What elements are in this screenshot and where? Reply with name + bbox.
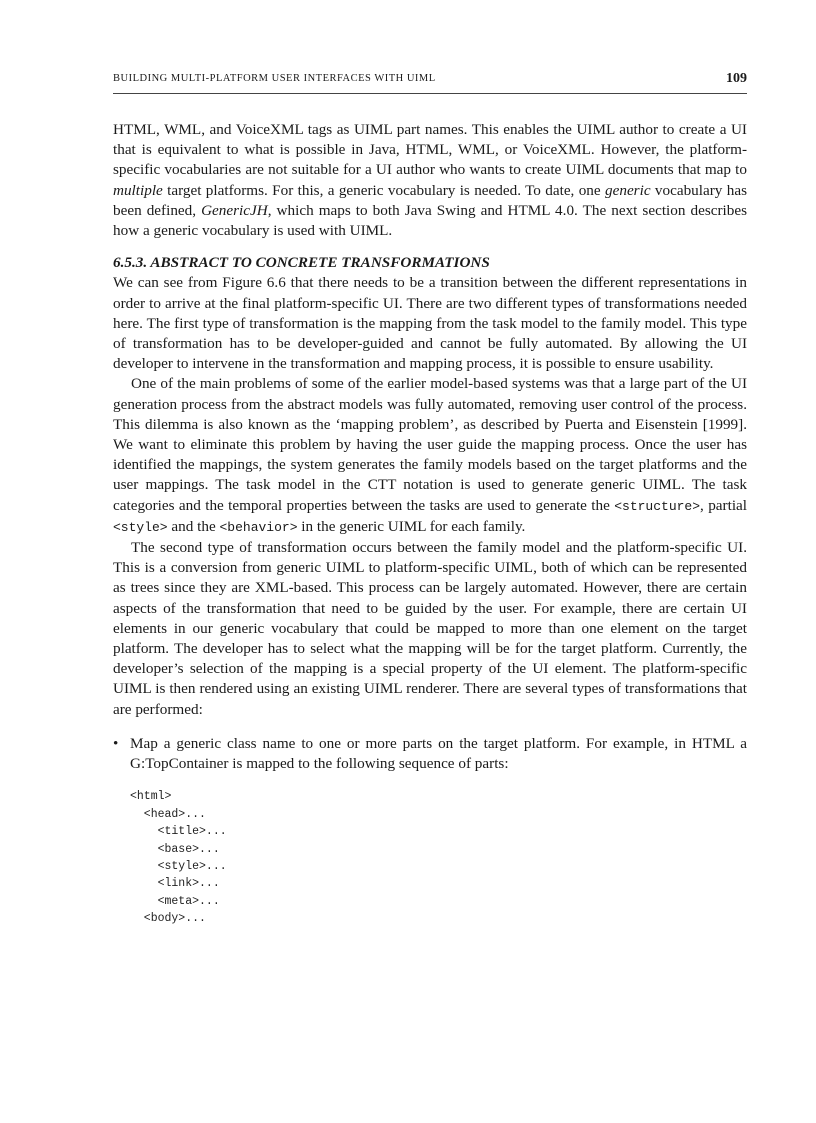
paragraph-3-part-a: One of the main problems of some of the earlier model-based systems was that a large part of the UI generation process from the abstract models was fully automated, removing user control of the process. This dilemma is also known as the ‘mapping problem’, as described by Puerta and Eisenstein [1999]. We want to eliminate this problem by having the user guide the mapping process. Once the user has identified the mappings, the system generates the family models based on the target platforms and the user mappings. The task model in the CTT notation is used to generate generic UIML. The task categories and the temporal properties between the tasks are used to generate the — [113, 375, 747, 514]
body-text — [113, 120, 747, 928]
code-line: <meta>... — [130, 894, 220, 908]
behavior-tag: <behavior> — [219, 519, 298, 535]
code-line: <title>... — [130, 825, 227, 839]
paragraph-3-part-d: in the generic UIML for each family. — [297, 517, 526, 535]
running-head-title: BUILDING MULTI-PLATFORM USER INTERFACES WITH UIML — [113, 73, 436, 84]
code-block — [130, 788, 747, 927]
paragraph-1-part-c: vocabulary has been defined, — [113, 181, 747, 219]
paragraph-1-part-b: target platforms. For this, a generic vocabulary is needed. To date, one — [162, 181, 606, 199]
section-heading: 6.5.3. ABSTRACT TO CONCRETE TRANSFORMATIONS — [113, 254, 490, 272]
paragraph-1 — [113, 120, 747, 241]
paragraph-3 — [113, 374, 747, 538]
paragraph-3-part-c: and the — [167, 517, 220, 535]
paragraph-1-part-a: HTML, WML, and VoiceXML tags as UIML part names. This enables the UIML author to create a UI that is equivalent to what is possible in Java, HTML, WML, or VoiceXML. However, the platform-specific vocabularies are not suitable for a UI author who wants to create UIML documents that map to — [113, 121, 747, 179]
running-header — [113, 71, 747, 94]
code-line: <body>... — [130, 912, 206, 926]
bullet-text: Map a generic class name to one or more parts on the target platform. For example, in HTML a G:TopContainer is mapped to the following sequence of parts: — [130, 734, 747, 773]
code-line: <link>... — [130, 877, 220, 891]
emphasis-multiple: multiple — [113, 181, 163, 199]
paragraph-3-part-b: , partial — [700, 496, 748, 514]
bullet-list — [113, 734, 747, 774]
emphasis-genericjh: GenericJH — [201, 201, 268, 219]
code-line: <html> — [130, 790, 172, 804]
emphasis-generic: generic — [605, 181, 651, 199]
code-line: <style>... — [130, 859, 227, 873]
code-line: <head>... — [130, 807, 206, 821]
paragraph-2: We can see from Figure 6.6 that there needs to be a transition between the different representations in order to arrive at the final platform-specific UI. There are two different types of transformations needed here. The first type of transformation is the mapping from the task model to the family model. This type of transformation has to be developer-guided and cannot be fully automated. By allowing the UI developer to intervene in the transformation and mapping process, it is possible to ensure usability. — [113, 274, 747, 373]
paragraph-4: The second type of transformation occurs between the family model and the platform-specific UI. This is a conversion from generic UIML to platform-specific UIML, both of which can be represented as trees since they are XML-based. This process can be largely automated. However, there are certain aspects of the transformation that need to be guided by the user. For example, there are certain UI elements in our generic vocabulary that could be mapped to more than one element on the target platform. The developer has to select what the mapping will be for the target platform. Currently, the developer’s selection of the mapping is a special property of the UI element. The platform-specific UIML is then rendered using an existing UIML renderer. There are several types of transformations that are performed: — [113, 539, 747, 718]
structure-tag: <structure> — [614, 498, 701, 514]
paragraph-1-part-d: , which maps to both Java Swing and HTML 4.0. The next section describes how a generic vocabulary is used with UIML. — [113, 201, 747, 240]
page-number: 109 — [726, 71, 747, 86]
style-tag: <style> — [113, 519, 168, 535]
code-line: <base>... — [130, 842, 220, 856]
page — [113, 0, 747, 1123]
bullet-icon: • — [113, 734, 119, 752]
list-item — [113, 734, 747, 774]
